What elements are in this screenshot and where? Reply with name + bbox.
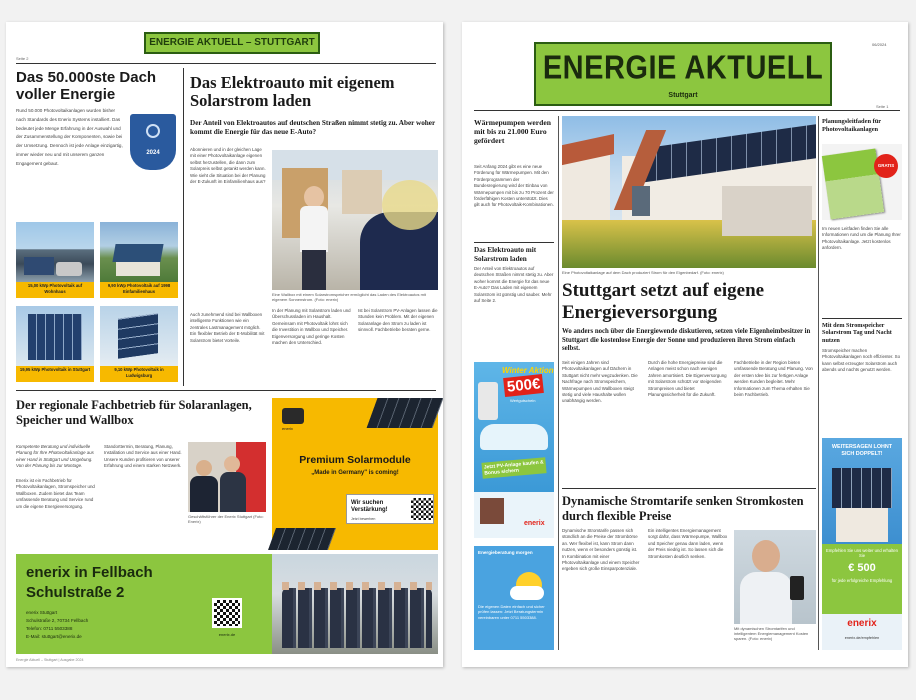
header-rule xyxy=(16,63,436,64)
winter-ad[interactable] xyxy=(474,362,554,538)
ev-photo xyxy=(272,150,438,290)
storage-headline: Mit dem Stromspeicher Solarstrom Tag und Nacht nutzen xyxy=(822,322,892,344)
right-page xyxy=(462,22,908,667)
tarif-caption: Mit dynamischen Stromtarifen und intelligentem Energiemanagement Kosten sparen. (Foto: enerix) xyxy=(734,626,809,641)
energy-box-body: Die eigenen Daten einfach und sicher prüfen lassen: Jetzt Beratungstermin vereinbaren unter 0711 5503388. xyxy=(478,604,545,620)
right-page-number: Seite 1 xyxy=(876,104,889,109)
ad-logo: enerix xyxy=(282,426,293,431)
contact-phone[interactable]: Telefon: 0711 5503388 xyxy=(26,626,73,631)
ev-headline: Das Elektroauto mit eigenem Solarstrom laden xyxy=(190,73,395,111)
fachbetrieb-body-1: Kompetente Beratung und individuelle Planung für Ihre Photovoltaikanlage aus einer Hand in Stuttgart und Umgebung. Von der Planung bis zur Montage. xyxy=(16,444,94,469)
winter-ad-title: Winter Aktion xyxy=(502,366,554,375)
referral-url[interactable]: enerix.de/empfehlen xyxy=(844,636,880,640)
roof-body: Rund 50.000 Photovoltaikanlagen wurden bisher nach Standards des Enerix Systems installiert. Das bedeutet jede Menge Erfahrung in der Auswahl und der Zusammenstellung der Komponenten, sowie bei der Umsetzung. Dennoch ist jede Anlage einzigartig, immer wieder neu und mit unserem ganzen Engagement gebaut. xyxy=(16,108,123,166)
heatpump-body: Seit Anfang 2024 gibt es eine neue Förderung für Wärmepumpen. Mit den Förderprogrammen der Bundesregierung wird der Einbau von Wärmepumpen mit bis zu 70 Prozent der förderfähigen Kosten unterstützt. Dies gilt auch für Photovoltaik-Kombinationen. xyxy=(474,164,554,208)
masthead-title: ENERGIE AKTUELL xyxy=(542,49,824,87)
tile-photo-3 xyxy=(16,306,94,366)
tarif-body-2: Ein intelligentes Energiemanagement sorgt dafür, dass Wärmepumpe, Wallbox und Speicher genau dann laden, wenn der Preis niedrig ist. So lassen sich die Stromkosten deutlich senken. xyxy=(648,528,728,559)
column-divider xyxy=(183,68,184,386)
ad-subtitle: „Made in Germany" is coming! xyxy=(311,470,399,476)
ev-lead: Der Anteil von Elektroautos auf deutschen Straßen nimmt stetig zu. Aber woher kommt die Energie für das neue E-Auto? xyxy=(190,119,436,136)
main-caption: Eine Photovoltaikanlage auf dem Dach produziert Strom für den Eigenbedarf. (Foto: enerix) xyxy=(562,270,724,275)
brochure-badge: GRATIS xyxy=(874,154,898,178)
ev-body-1: Abonnieren und in der gleichen Lage mit einer Photovoltaikanlage eigenen selbst herzustellen, die dann zum Solarpreis selbst getankt werden kann. Wie sieht die Situation bei der Planung der E-Zukunft im Einfamilienhaus aus? xyxy=(190,147,266,185)
owners-caption: Geschäftsführer der Enerix Stuttgart (Foto: Enerix) xyxy=(188,514,264,524)
section-rule xyxy=(16,390,436,391)
phone-icon xyxy=(790,576,804,600)
job-box[interactable] xyxy=(346,494,434,524)
page-number: Seite 2 xyxy=(16,56,29,61)
tile-caption-2: 9,90 kWp Photovoltaik auf 1998 Einfamilienhaus xyxy=(100,282,178,298)
contact-qr-icon[interactable] xyxy=(212,598,242,628)
main-body-3: Fachbetriebe in der Region bieten umfassende Beratung und Planung. Von der ersten Idee bis zur fertigen Anlage werden Kunden begleitet. Mehr Informationen zum Thema erhalten Sie beim Fachbetrieb. xyxy=(734,360,813,398)
ev-caption: Eine Wallbox mit einem Solarstromspeicher ermöglicht das Laden des Elektroautos mit eigenem Sonnenstrom. (Foto: enerix) xyxy=(272,292,426,302)
referral-ad[interactable] xyxy=(822,438,902,650)
main-lead: Wo anders noch über die Energiewende diskutieren, setzen viele Eigenheimbesitzer in Stuttgart die kostenlose Energie der Sonne und produzieren ihren Strom einfach selbst. xyxy=(562,328,811,353)
contact-email[interactable]: E-Mail: stuttgart@enerix.de xyxy=(26,634,82,639)
referral-text: Empfehlen Sie uns weiter und erhalten Sie xyxy=(826,548,898,559)
energy-box xyxy=(474,546,554,650)
col-rule-2 xyxy=(822,318,902,319)
right-col-divider-2 xyxy=(818,116,819,650)
storage-body: Stromspeicher machen Photovoltaikanlagen noch effizienter. So kann selbst erzeugter Solarstrom auch abends und nachts genutzt werden. xyxy=(822,348,901,373)
masthead-small: ENERGIE AKTUELL – STUTTGART xyxy=(144,32,320,54)
cloud-icon xyxy=(510,586,544,600)
right-col-divider-1 xyxy=(558,116,559,650)
masthead-sub: Stuttgart xyxy=(668,92,698,99)
tarif-headline: Dynamische Stromtarife senken Stromkosten durch flexible Preise xyxy=(562,494,804,523)
page-footer: Energie Aktuell – Stuttgart | Ausgabe 2024 xyxy=(16,658,84,662)
qr-code-icon xyxy=(411,498,433,520)
enerix-logo-icon xyxy=(282,408,304,424)
contact-title-2: Schulstraße 2 xyxy=(26,584,125,601)
tile-caption-3: 19,95 kWp Photovoltaik in Stuttgart xyxy=(16,366,94,382)
main-headline: Stuttgart setzt auf eigene Energieversorgung xyxy=(562,280,765,323)
brochure[interactable] xyxy=(822,144,902,220)
tile-photo-2 xyxy=(100,222,178,282)
tile-caption-1: 15,00 kWp Photovoltaik auf Wohnhaus xyxy=(16,282,94,298)
referral-amount: € 500 xyxy=(848,562,876,574)
ev-body-4: Ist bei Solarstrom PV-Anlagen lassen die Stunden kein Problem. Mit der eigenen Solaranlage den Strom zu laden ist sinnvoll. Fachbetriebe beraten gerne. xyxy=(358,308,438,333)
contact-address: Schulstraße 2, 70734 Fellbach xyxy=(26,618,89,623)
right-section-rule xyxy=(562,488,816,489)
main-body-2: Durch die hohe Energiepreise sind die Anlagen meist schon nach wenigen Jahren amortisiert. Die Eigenversorgung mit Solarstrom schützt vor steigenden Strompreisen und bietet Planungssicherheit für die Zukunft. xyxy=(648,360,727,398)
col-rule-1 xyxy=(474,242,554,243)
contact-box xyxy=(16,554,272,654)
team-photo xyxy=(272,554,438,654)
tarif-body-1: Dynamische Stromtarife passen sich stündlich an die Preise der Strombörse an. Wer flexibel ist, kann Strom dann nutzen, wenn er besonders günstig ist. In Kombination mit einer Photovoltaikanlage und einem Speicher ergeben sich große Einsparpotenziale. xyxy=(562,528,640,572)
job-cta: Wir suchen Verstärkung! xyxy=(351,500,388,513)
tile-photo-1 xyxy=(16,222,94,282)
house-icon xyxy=(480,498,504,524)
left-page xyxy=(6,22,443,667)
main-body-1: Seit einigen Jahren sind Photovoltaikanlagen auf Dächern in Stuttgart nicht mehr wegzudenken. Die Nachfrage nach Stromspeichern, Wärmepumpen und Wallboxen steigt stetig und viele Haushalte wollen unabhängig werden. xyxy=(562,360,638,404)
fachbetrieb-body-2: Enerix ist ein Fachbetrieb für Photovoltaikanlagen, Stromspeicher und Wallboxen. Zudem bietet das Team umfassende Beratung und Service rund um die eigene Energieversorgung. xyxy=(16,478,95,509)
solar-panel-icon xyxy=(832,468,892,508)
car-icon xyxy=(480,424,548,450)
contact-title-1: enerix in Fellbach xyxy=(26,564,153,581)
winter-ad-logo: enerix xyxy=(524,520,545,527)
ad-title: Premium Solarmodule xyxy=(299,454,411,466)
referral-logo: enerix xyxy=(847,618,877,629)
contact-company: enerix Stuttgart xyxy=(26,610,58,615)
roof-headline: Das 50.000ste Dach voller Energie xyxy=(16,69,157,103)
winter-ad-subtitle: Wertgutschein xyxy=(510,398,536,403)
main-photo xyxy=(562,116,816,268)
owners-photo xyxy=(188,442,266,512)
fachbetrieb-headline: Der regionale Fachbetrieb für Solaranlagen, Speicher und Wallbox xyxy=(16,398,252,427)
award-seal xyxy=(130,114,176,170)
planning-body: Im neuen Leitfaden finden Sie alle Informationen rund um die Planung Ihrer Photovoltaikanlage. Jetzt kostenlos anfordern. xyxy=(822,226,901,251)
right-header-rule xyxy=(474,110,900,111)
wallbox-icon xyxy=(478,382,498,420)
job-cta-sub: Jetzt bewerben xyxy=(351,517,376,521)
ev-body-3: Auch zunehmend sind bei Wallboxen intelligente Funktionen wie ein zentrales Lastmanagement möglich. Ein flexibler Betrieb der E-Mobilität mit Solarstrom bietet Vorteile. xyxy=(190,312,265,343)
heatpump-headline: Wärmepumpen werden mit bis zu 21.000 Euro gefördert xyxy=(474,118,551,145)
masthead xyxy=(534,42,832,106)
tile-caption-4: 9,10 kWp Photovoltaik in Ludwigsburg xyxy=(100,366,178,382)
winter-ad-promo: Jetzt PV-Anlage kaufen & Bonus sichern xyxy=(481,457,546,479)
ev-teaser-headline: Das Elektroauto mit Solarstrom laden xyxy=(474,246,537,263)
ev-body-2: In der Planung mit Solarstrom laden und Überschussladen im Haushalt. Gemeinsam mit Photovoltaik lohnt sich die Investition in Wallbox und Speicher. Eigenversorgung und geringe Kosten machen den Unterschied. xyxy=(272,308,351,346)
winter-ad-amount: 500€ xyxy=(503,374,544,397)
referral-title: WEITERSAGEN LOHNT SICH DOPPELT! xyxy=(831,444,893,457)
solar-modules-ad xyxy=(272,398,438,550)
energy-box-title: Energieberatung morgen xyxy=(478,550,533,555)
planning-headline: Planungsleitfaden für Photovoltaikanlagen xyxy=(822,118,882,133)
tarif-photo xyxy=(734,530,816,624)
issue-date: 06/2024 xyxy=(872,42,887,47)
award-seal-year: 2024 xyxy=(146,150,160,156)
contact-qr-label: enerix.de xyxy=(218,632,236,637)
tile-photo-4 xyxy=(100,306,178,366)
ev-teaser-body: Der Anteil von Elektroautos auf deutschen Straßen nimmt stetig zu. Aber woher kommt die Energie für das neue E-Auto? Das Laden mit eigenem Solarstrom ist günstig und sauber. Mehr auf Seite 2. xyxy=(474,266,554,304)
referral-text-2: für jede erfolgreiche Empfehlung xyxy=(831,578,893,583)
fachbetrieb-body-3: Standorttermin, Beratung, Planung, Installation und Service aus einer Hand. Unsere Kunden profitieren von unserer Erfahrung und einem starken Netzwerk. xyxy=(104,444,182,469)
